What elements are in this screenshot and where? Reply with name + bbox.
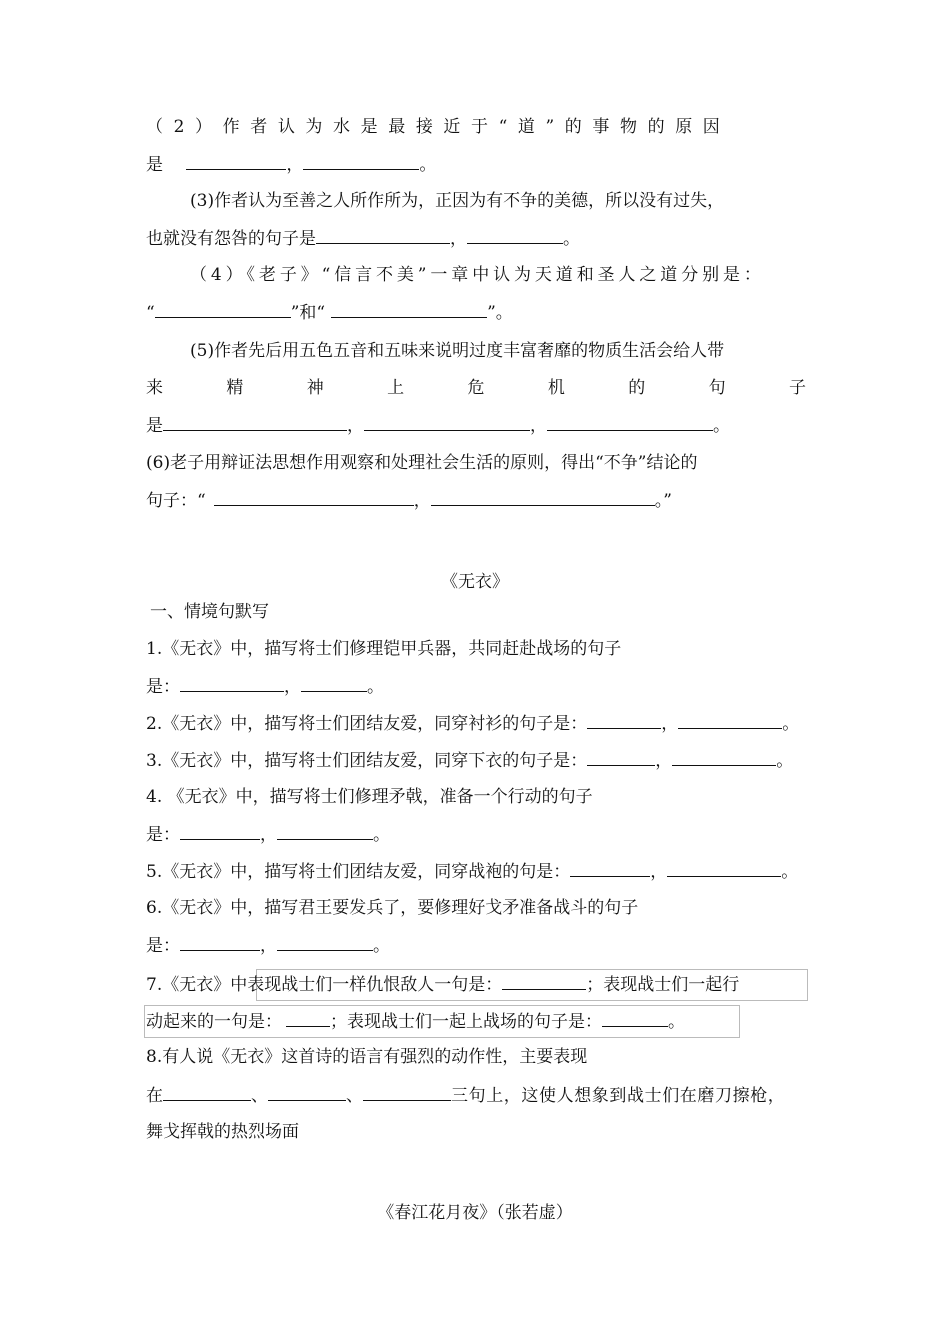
quote-close: ”。: [487, 303, 513, 323]
item-7-text-2: ；表现战士们一起行: [586, 975, 740, 995]
q5-char: 子: [789, 378, 806, 398]
q2-line2: [146, 153, 436, 177]
item-7-blank-1[interactable]: [502, 973, 586, 990]
q5-char: 神: [306, 378, 324, 398]
item-1-blank-2[interactable]: [301, 675, 367, 692]
item-7-text-3: 动起来的一句是：: [146, 1012, 282, 1032]
period: 。: [782, 714, 800, 734]
comma: ，: [260, 936, 277, 956]
item-1-prefix: 是：: [146, 677, 180, 697]
q6-text: (6)老子用辩证法思想作用观察和处理社会生活的原则，得出“不争”结论的: [146, 453, 698, 473]
q5-char: 精: [226, 378, 244, 398]
item-1-blank-1[interactable]: [180, 675, 284, 692]
comma: ，: [347, 416, 364, 436]
comma: ，: [284, 677, 301, 697]
item-6-blank-1[interactable]: [180, 934, 260, 951]
q5-text: (5)作者先后用五色五音和五味来说明过度丰富奢靡的物质生活会给人带: [190, 341, 725, 361]
q6-line1: [146, 452, 697, 476]
q6-line2: [146, 489, 672, 513]
q4-text: （4）《老子》“信言不美”一章中认为天道和圣人之道分别是：: [190, 265, 765, 285]
q3-text: (3)作者认为至善之人所作所为，正因为有不争的美德，所以没有过失，: [190, 191, 725, 211]
item-3-blank-1[interactable]: [587, 749, 655, 766]
item-8-blank-2[interactable]: [268, 1084, 346, 1101]
q2-line1: [146, 116, 806, 140]
item-4-line1: [146, 786, 593, 810]
q6-end: 。”: [654, 491, 672, 511]
item-3-blank-2[interactable]: [672, 749, 776, 766]
item-8-text-3: 舞戈挥戟的热烈场面: [146, 1122, 299, 1142]
item-3: [146, 749, 793, 773]
q5-char: 的: [628, 378, 646, 398]
q3-prefix: 也就没有怨咎的句子是: [146, 229, 316, 249]
item-6-blank-2[interactable]: [277, 934, 373, 951]
comma: ，: [286, 155, 304, 175]
q3-blank-2[interactable]: [467, 227, 563, 244]
item-8-line2: [146, 1084, 785, 1108]
q5-char: 危: [467, 378, 485, 398]
q3-line2: [146, 227, 580, 251]
item-2-text: 2.《无衣》中，描写将士们团结友爱，同穿衬衫的句子是：: [146, 714, 588, 734]
period: 。: [373, 936, 390, 956]
q3-line1: [190, 190, 724, 214]
period: 。: [419, 155, 437, 175]
item-4-text: 4. 《无衣》中，描写将士们修理矛戟，准备一个行动的句子: [146, 787, 593, 807]
item-8-line3: [146, 1121, 299, 1145]
period: 。: [781, 862, 799, 882]
item-6-text: 6.《无衣》中，描写君王要发兵了，要修理好戈矛准备战斗的句子: [146, 898, 639, 918]
item-8-blank-3[interactable]: [363, 1084, 451, 1101]
item-1-line2: [146, 675, 384, 699]
comma: ，: [661, 714, 679, 734]
q5-char: 句: [708, 378, 726, 398]
item-6-prefix: 是：: [146, 936, 180, 956]
item-2-blank-2[interactable]: [678, 712, 782, 729]
q4-line2: [146, 301, 513, 325]
item-4-blank-1[interactable]: [180, 823, 260, 840]
next-title: [0, 1202, 950, 1226]
q2-blank-2[interactable]: [303, 153, 419, 170]
period: 。: [367, 677, 384, 697]
comma: ，: [655, 751, 673, 771]
item-7-line1: [146, 973, 739, 997]
item-1-text: 1.《无衣》中，描写将士们修理铠甲兵器，共同赶赴战场的句子: [146, 639, 622, 659]
item-2-blank-1[interactable]: [587, 712, 661, 729]
wuyi-title-text: 《无衣》: [441, 572, 509, 592]
item-7-label: 7.《无衣》中: [146, 975, 248, 995]
section-heading: [150, 601, 269, 625]
item-7-text-4: ；表现战士们一起上战场的句子是：: [330, 1012, 602, 1032]
next-title-text: 《春江花月夜》（张若虚）: [377, 1203, 573, 1223]
q6-blank-1[interactable]: [214, 489, 414, 506]
q5-char: 来: [146, 378, 163, 398]
item-8-text: 8.有人说《无衣》这首诗的语言有强烈的动作性，主要表现: [146, 1047, 588, 1067]
q5-blank-1[interactable]: [163, 414, 347, 431]
period: 。: [713, 416, 730, 436]
q6-blank-2[interactable]: [431, 489, 655, 506]
item-8-blank-1[interactable]: [163, 1084, 251, 1101]
q5-line1: [190, 340, 724, 364]
q5-line2: [146, 377, 806, 401]
q5-blank-3[interactable]: [547, 414, 713, 431]
item-6-line1: [146, 897, 638, 921]
item-5: [146, 860, 798, 884]
comma: ，: [413, 491, 431, 511]
separator: 、: [346, 1086, 363, 1106]
item-4-prefix: 是：: [146, 825, 180, 845]
item-5-blank-2[interactable]: [667, 860, 781, 877]
item-7-blank-3[interactable]: [602, 1010, 668, 1027]
item-8-text-2: 三句上，这使人想象到战士们在磨刀擦枪，: [451, 1086, 786, 1106]
q5-blank-2[interactable]: [364, 414, 530, 431]
item-7-text-1: 表现战士们一样仇恨敌人一句是：: [247, 975, 503, 995]
q2-text: （2）作者认为水是最接近于“道”的事物的原因: [146, 117, 731, 137]
section-heading-text: 一、情境句默写: [150, 602, 269, 622]
item-5-blank-1[interactable]: [570, 860, 650, 877]
item-3-text: 3.《无衣》中，描写将士们团结友爱，同穿下衣的句子是：: [146, 751, 588, 771]
q3-blank-1[interactable]: [316, 227, 450, 244]
separator: 、: [251, 1086, 268, 1106]
period: 。: [563, 229, 580, 249]
quote-open: “: [146, 303, 155, 323]
item-8-line1: [146, 1046, 587, 1070]
q4-blank-2[interactable]: [331, 301, 487, 318]
q5-char: 机: [547, 378, 565, 398]
item-1-line1: [146, 638, 621, 662]
q2-blank-1[interactable]: [186, 153, 286, 170]
comma: ，: [530, 416, 547, 436]
item-4-line2: [146, 823, 390, 847]
comma: ，: [450, 229, 467, 249]
item-8-prefix: 在: [146, 1086, 163, 1106]
period: 。: [668, 1012, 685, 1032]
q5-char: 上: [387, 378, 405, 398]
q6-prefix: 句子：“: [146, 491, 206, 511]
item-7-blank-2[interactable]: [286, 1010, 330, 1027]
item-6-line2: [146, 934, 390, 958]
q5-prefix: 是: [146, 416, 163, 436]
comma: ，: [650, 862, 668, 882]
comma: ，: [260, 825, 277, 845]
period: 。: [373, 825, 390, 845]
period: 。: [776, 751, 794, 771]
q4-line1: [190, 264, 765, 288]
q5-line3: [146, 414, 730, 438]
item-5-text: 5.《无衣》中，描写将士们团结友爱，同穿战袍的句是：: [146, 862, 571, 882]
item-4-blank-2[interactable]: [277, 823, 373, 840]
q4-blank-1[interactable]: [155, 301, 291, 318]
q4-and: ”和“: [290, 303, 326, 323]
item-2: [146, 712, 799, 736]
item-7-line2: [146, 1010, 685, 1034]
wuyi-title: [0, 571, 950, 595]
q2-prefix: 是: [146, 155, 163, 175]
